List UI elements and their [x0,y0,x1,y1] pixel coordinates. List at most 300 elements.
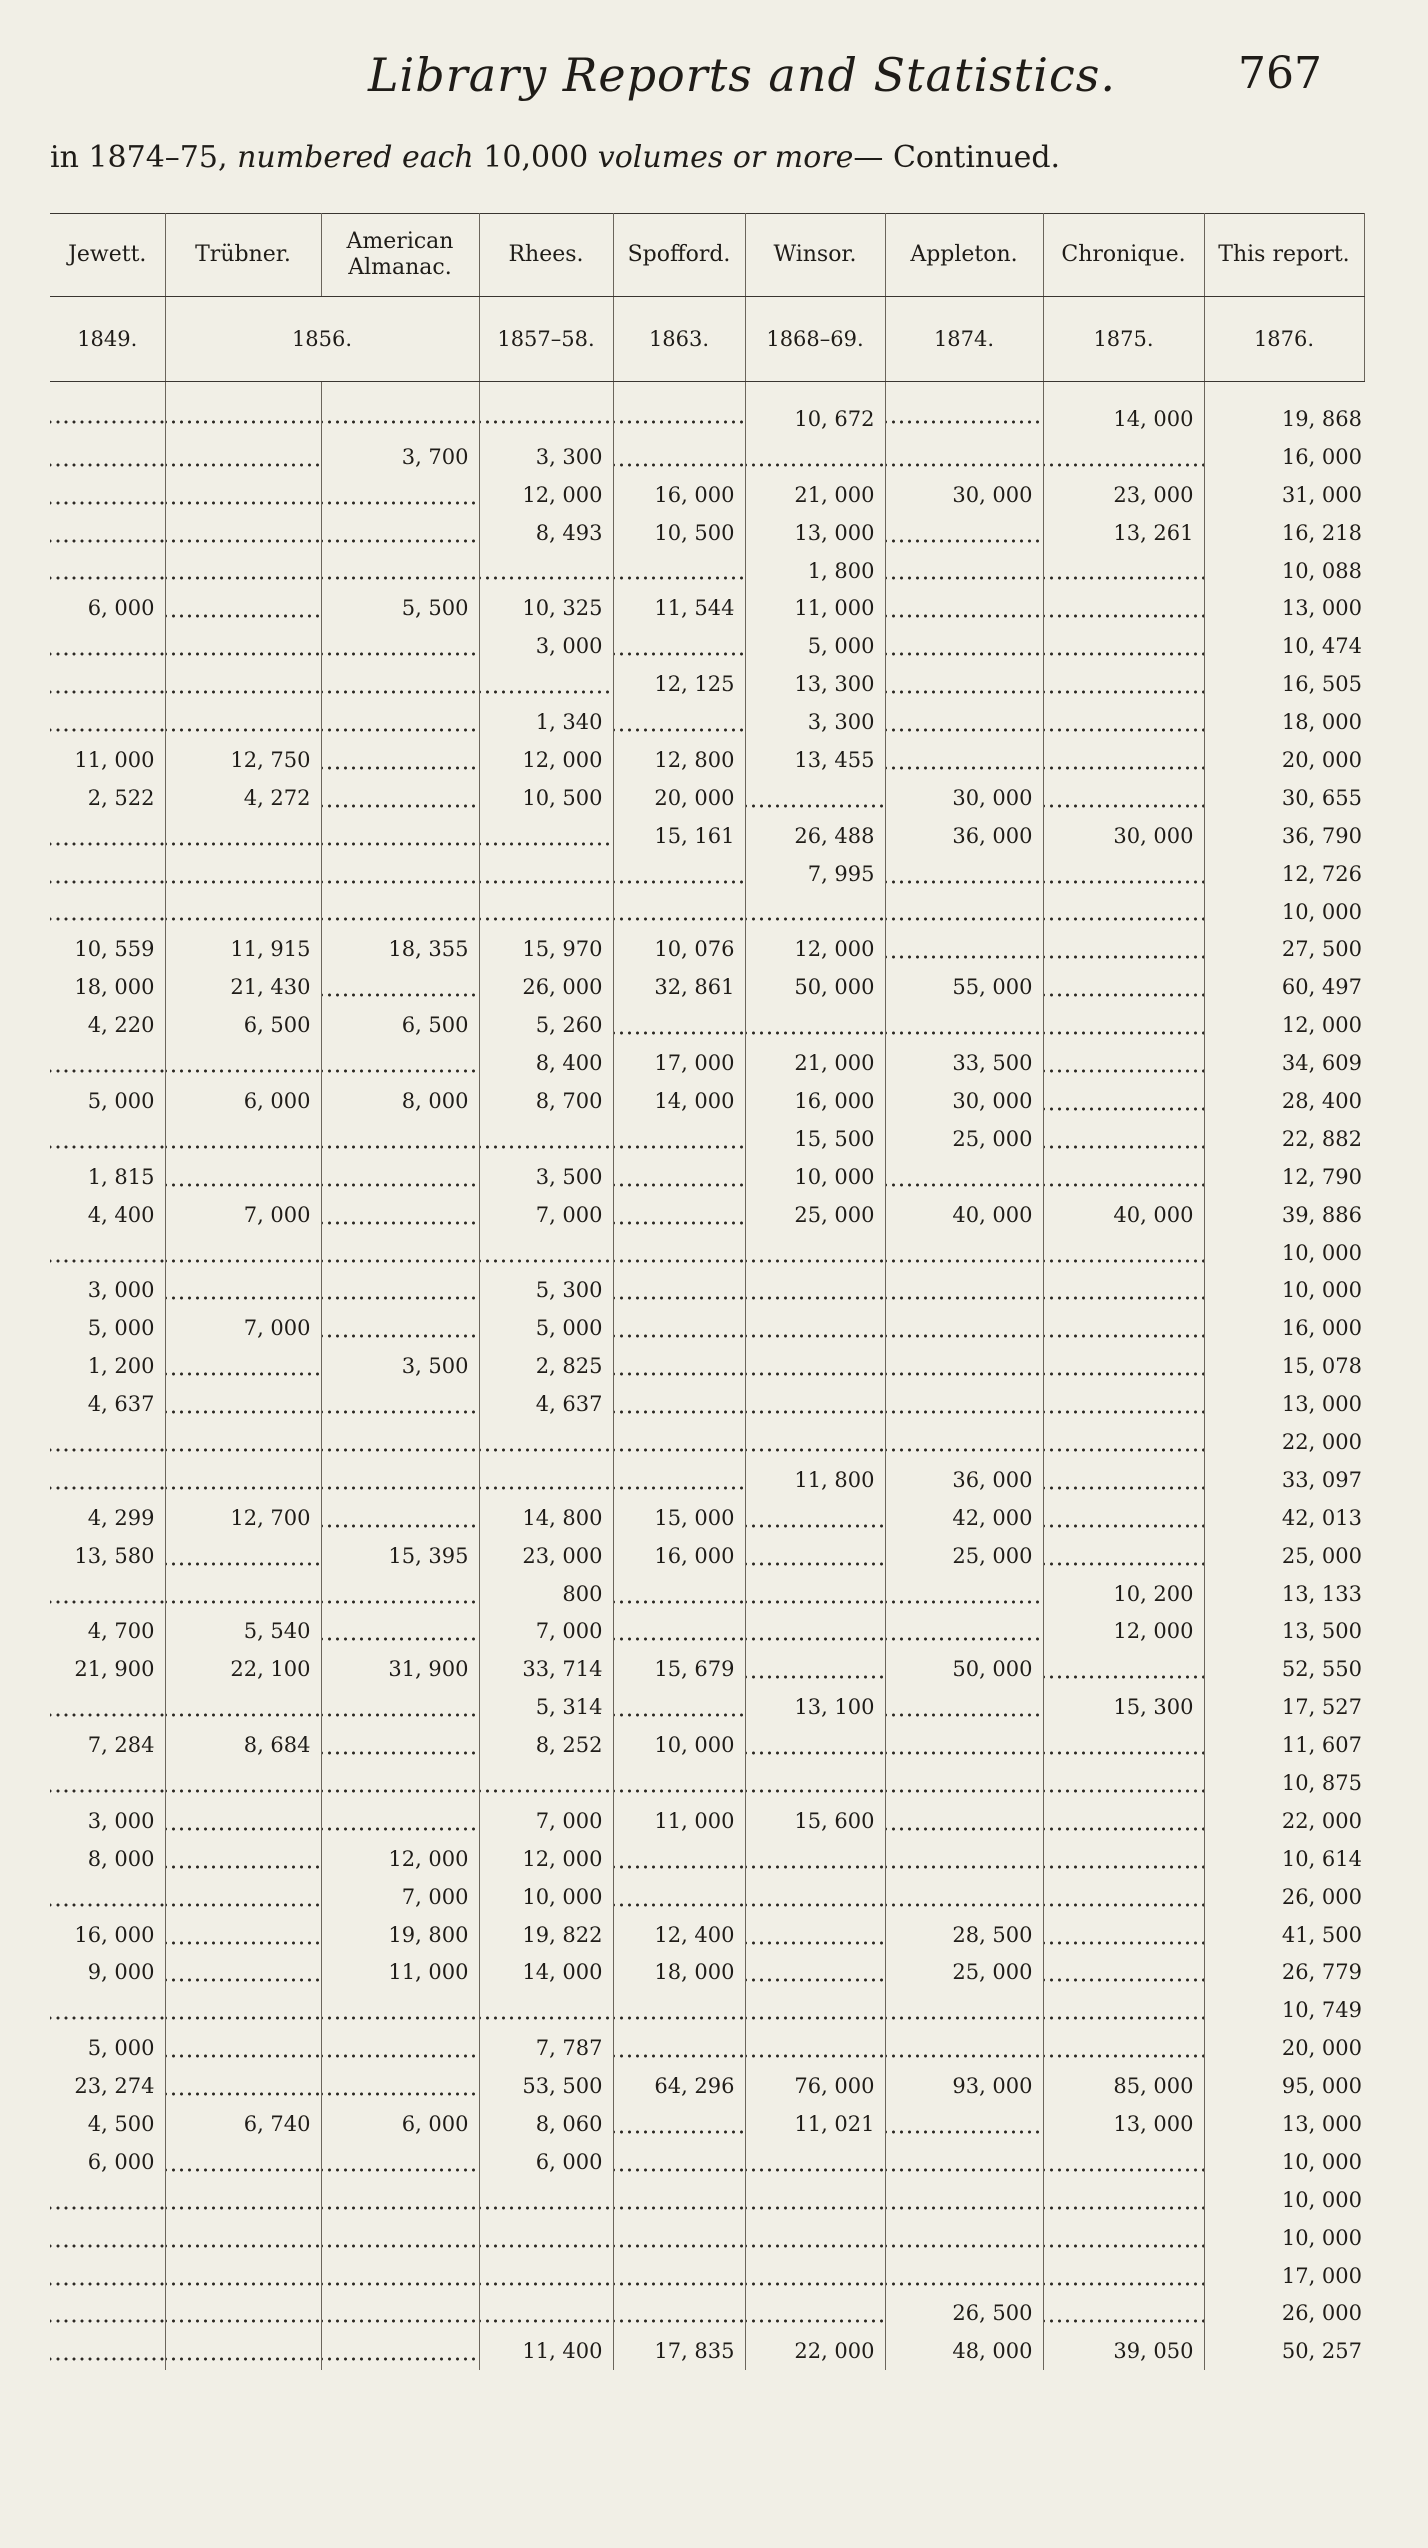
table-cell: 15, 600 [745,1802,885,1840]
empty-dotted-cell [613,855,745,893]
table-cell: 14, 000 [613,1082,745,1120]
table-row [50,514,1364,552]
table-row [50,1575,1364,1613]
year-header: 1857–58. [479,297,613,382]
empty-dotted-cell [745,1537,885,1575]
table-cell: 27, 500 [1281,937,1362,962]
empty-dotted-cell [165,2295,321,2333]
table-cell: 17, 000 [613,1044,745,1082]
empty-dotted-cell [745,438,885,476]
table-cell: 11, 915 [165,930,321,968]
empty-dotted-cell [613,1575,745,1613]
empty-dotted-cell [885,665,1043,703]
empty-dotted-cell [50,552,165,590]
table-cell: 12, 000 [745,930,885,968]
empty-dotted-cell [745,1575,885,1613]
empty-dotted-cell [613,438,745,476]
table-cell: 8, 400 [479,1044,613,1082]
empty-dotted-cell [613,1196,745,1234]
table-cell: 85, 000 [1043,2067,1204,2105]
table-row [50,1650,1364,1688]
empty-dotted-cell [885,2257,1043,2295]
empty-dotted-cell [885,589,1043,627]
table-cell: 14, 000 [479,1954,613,1992]
table-cell: 8, 000 [50,1840,165,1878]
empty-dotted-cell [50,1688,165,1726]
empty-dotted-cell [613,2295,745,2333]
empty-dotted-cell [613,1840,745,1878]
subtitle-suffix: — Continued. [853,140,1061,175]
empty-dotted-cell [1043,1954,1204,1992]
table-cell: 16, 505 [1281,672,1362,697]
table-cell: 10, 500 [479,779,613,817]
table-cell: 11, 000 [613,1802,745,1840]
empty-dotted-cell [885,2029,1043,2067]
table-row [50,968,1364,1006]
column-header: American Almanac. [321,214,479,297]
table-cell: 16, 000 [1281,444,1362,469]
empty-dotted-cell [479,2219,613,2257]
empty-dotted-cell [885,1878,1043,1916]
table-row [50,1234,1364,1272]
empty-dotted-cell [885,1271,1043,1309]
table-cell: 16, 000 [613,476,745,514]
table-cell: 21, 000 [745,1044,885,1082]
empty-dotted-cell [50,817,165,855]
empty-dotted-cell [613,2143,745,2181]
empty-dotted-cell [50,893,165,931]
empty-dotted-cell [50,382,165,438]
empty-dotted-cell [50,1044,165,1082]
table-cell: 12, 726 [1281,861,1362,886]
table-row [50,817,1364,855]
empty-dotted-cell [479,2295,613,2333]
table-row [50,1878,1364,1916]
empty-dotted-cell [321,1196,479,1234]
table-cell: 10, 672 [745,382,885,438]
empty-dotted-cell [165,2029,321,2067]
empty-dotted-cell [321,1688,479,1726]
table-row [50,2181,1364,2219]
table-cell: 13, 000 [745,514,885,552]
empty-dotted-cell [885,1802,1043,1840]
empty-dotted-cell [745,1309,885,1347]
table-cell: 1, 815 [50,1158,165,1196]
empty-dotted-cell [1043,1991,1204,2029]
table-cell: 3, 300 [745,703,885,741]
empty-dotted-cell [1043,1916,1204,1954]
table-cell: 6, 000 [479,2143,613,2181]
table-cell: 7, 000 [479,1802,613,1840]
empty-dotted-cell [1043,968,1204,1006]
empty-dotted-cell [1043,1423,1204,1461]
table-cell: 8, 252 [479,1726,613,1764]
empty-dotted-cell [885,2143,1043,2181]
empty-dotted-cell [50,627,165,665]
empty-dotted-cell [50,438,165,476]
table-cell: 11, 000 [321,1954,479,1992]
empty-dotted-cell [1043,2143,1204,2181]
table-subtitle [50,140,1060,175]
empty-dotted-cell [321,1309,479,1347]
empty-dotted-cell [321,1499,479,1537]
empty-dotted-cell [321,1234,479,1272]
empty-dotted-cell [885,1726,1043,1764]
table-cell: 1, 200 [50,1347,165,1385]
table-cell: 10, 000 [745,1158,885,1196]
table-cell: 10, 200 [1043,1575,1204,1613]
empty-dotted-cell [885,1309,1043,1347]
empty-dotted-cell [321,1575,479,1613]
table-cell: 50, 000 [885,1650,1043,1688]
table-row [50,1006,1364,1044]
table-cell: 25, 000 [745,1196,885,1234]
table-cell: 3, 000 [50,1802,165,1840]
empty-dotted-cell [321,703,479,741]
empty-dotted-cell [1043,855,1204,893]
empty-dotted-cell [165,552,321,590]
table-row [50,1158,1364,1196]
table-cell: 39, 886 [1281,1202,1362,1227]
empty-dotted-cell [50,1461,165,1499]
empty-dotted-cell [1043,779,1204,817]
table-cell: 15, 000 [613,1499,745,1537]
table-cell: 15, 679 [613,1650,745,1688]
empty-dotted-cell [479,1991,613,2029]
empty-dotted-cell [321,2029,479,2067]
empty-dotted-cell [165,1271,321,1309]
table-cell: 14, 800 [479,1499,613,1537]
table-cell: 16, 000 [50,1916,165,1954]
empty-dotted-cell [613,627,745,665]
subtitle-italic-2: volumes or more [597,140,854,175]
running-head [0,48,1428,118]
table-row [50,1802,1364,1840]
table-cell: 42, 000 [885,1499,1043,1537]
year-header-row [50,297,1364,382]
table-cell: 7, 000 [321,1878,479,1916]
table-row [50,1726,1364,1764]
table-cell: 4, 637 [479,1385,613,1423]
empty-dotted-cell [479,855,613,893]
table-cell: 15, 300 [1043,1688,1204,1726]
empty-dotted-cell [613,552,745,590]
table-cell: 30, 655 [1281,785,1362,810]
empty-dotted-cell [321,1613,479,1651]
table-cell: 11, 021 [745,2105,885,2143]
empty-dotted-cell [321,2219,479,2257]
page-title: Library Reports and Statistics. [368,48,1116,102]
table-cell: 15, 500 [745,1120,885,1158]
table-cell: 6, 740 [165,2105,321,2143]
empty-dotted-cell [321,855,479,893]
empty-dotted-cell [165,703,321,741]
subtitle-prefix: in 1874–75, [50,140,228,175]
table-cell: 6, 000 [165,1082,321,1120]
empty-dotted-cell [165,1916,321,1954]
empty-dotted-cell [885,1006,1043,1044]
empty-dotted-cell [165,1158,321,1196]
table-row [50,741,1364,779]
table-cell: 41, 500 [1281,1922,1362,1947]
table-row [50,2029,1364,2067]
table-row [50,1954,1364,1992]
empty-dotted-cell [745,1499,885,1537]
empty-dotted-cell [321,1120,479,1158]
table-row [50,476,1364,514]
empty-dotted-cell [745,1650,885,1688]
table-row [50,2067,1364,2105]
table-cell: 36, 000 [885,1461,1043,1499]
empty-dotted-cell [479,665,613,703]
empty-dotted-cell [885,1688,1043,1726]
empty-dotted-cell [1043,1044,1204,1082]
year-header: 1868–69. [745,297,885,382]
table-cell: 12, 790 [1281,1164,1362,1189]
empty-dotted-cell [479,552,613,590]
table-cell: 50, 257 [1281,2339,1362,2364]
empty-dotted-cell [321,1764,479,1802]
empty-dotted-cell [165,2219,321,2257]
empty-dotted-cell [745,1234,885,1272]
table-cell: 26, 000 [479,968,613,1006]
empty-dotted-cell [321,1991,479,2029]
empty-dotted-cell [321,1726,479,1764]
empty-dotted-cell [50,1764,165,1802]
table-cell: 15, 161 [613,817,745,855]
table-cell: 18, 000 [50,968,165,1006]
table-cell: 15, 395 [321,1537,479,1575]
table-cell: 5, 000 [50,1082,165,1120]
table-cell: 10, 000 [479,1878,613,1916]
empty-dotted-cell [165,1878,321,1916]
table-cell: 26, 000 [1281,1884,1362,1909]
empty-dotted-cell [321,476,479,514]
table-cell: 21, 430 [165,968,321,1006]
table-cell: 25, 000 [885,1120,1043,1158]
table-row [50,1385,1364,1423]
table-cell: 11, 607 [1281,1733,1362,1758]
empty-dotted-cell [321,1044,479,1082]
table-cell: 13, 300 [745,665,885,703]
empty-dotted-cell [885,627,1043,665]
table-row [50,552,1364,590]
empty-dotted-cell [885,1991,1043,2029]
empty-dotted-cell [321,1423,479,1461]
empty-dotted-cell [50,2295,165,2333]
table-cell: 6, 500 [321,1006,479,1044]
table-cell: 800 [479,1575,613,1613]
table-cell: 4, 400 [50,1196,165,1234]
empty-dotted-cell [885,1347,1043,1385]
table-cell: 11, 400 [479,2332,613,2370]
table-cell: 12, 000 [479,741,613,779]
table-row [50,1309,1364,1347]
table-cell: 22, 000 [1281,1429,1362,1454]
table-cell: 36, 000 [885,817,1043,855]
table-cell: 30, 000 [885,779,1043,817]
year-header: 1863. [613,297,745,382]
empty-dotted-cell [745,1954,885,1992]
empty-dotted-cell [165,1385,321,1423]
table-cell: 34, 609 [1281,1051,1362,1076]
empty-dotted-cell [885,893,1043,931]
table-cell: 11, 000 [745,589,885,627]
empty-dotted-cell [321,2257,479,2295]
empty-dotted-cell [165,476,321,514]
table-cell: 8, 060 [479,2105,613,2143]
empty-dotted-cell [885,2105,1043,2143]
table-cell: 16, 000 [1281,1316,1362,1341]
table-cell: 22, 882 [1281,1126,1362,1151]
empty-dotted-cell [321,2295,479,2333]
table-cell: 33, 097 [1281,1467,1362,1492]
table-cell: 18, 355 [321,930,479,968]
empty-dotted-cell [165,1954,321,1992]
empty-dotted-cell [1043,438,1204,476]
table-cell: 8, 493 [479,514,613,552]
empty-dotted-cell [1043,1347,1204,1385]
empty-dotted-cell [165,627,321,665]
empty-dotted-cell [885,1840,1043,1878]
column-header: Jewett. [50,214,165,297]
table-cell: 4, 299 [50,1499,165,1537]
table-cell: 12, 750 [165,741,321,779]
table-cell: 20, 000 [1281,747,1362,772]
table-cell: 10, 000 [1281,1240,1362,1265]
table-cell: 16, 000 [745,1082,885,1120]
table-cell: 13, 580 [50,1537,165,1575]
table-cell: 15, 078 [1281,1354,1362,1379]
table-cell: 39, 050 [1043,2332,1204,2370]
table-cell: 95, 000 [1281,2074,1362,2099]
table-cell: 3, 700 [321,438,479,476]
empty-dotted-cell [479,1120,613,1158]
table-cell: 13, 133 [1281,1581,1362,1606]
empty-dotted-cell [1043,1006,1204,1044]
empty-dotted-cell [613,1158,745,1196]
table-cell: 12, 000 [1281,1013,1362,1038]
column-header: Appleton. [885,214,1043,297]
empty-dotted-cell [321,968,479,1006]
table-cell: 13, 000 [1281,596,1362,621]
table-row [50,2105,1364,2143]
empty-dotted-cell [479,817,613,855]
table-cell: 13, 455 [745,741,885,779]
table-cell: 10, 500 [613,514,745,552]
empty-dotted-cell [321,741,479,779]
empty-dotted-cell [50,476,165,514]
empty-dotted-cell [885,1764,1043,1802]
table-cell: 7, 000 [479,1196,613,1234]
table-cell: 25, 000 [885,1954,1043,1992]
empty-dotted-cell [50,1120,165,1158]
empty-dotted-cell [1043,627,1204,665]
table-cell: 10, 000 [1281,2149,1362,2174]
subtitle-italic: numbered each [237,140,474,175]
empty-dotted-cell [1043,1840,1204,1878]
table-cell: 10, 559 [50,930,165,968]
empty-dotted-cell [613,893,745,931]
empty-dotted-cell [321,2332,479,2370]
empty-dotted-cell [165,2143,321,2181]
empty-dotted-cell [165,1347,321,1385]
table-cell: 7, 000 [165,1196,321,1234]
table-cell: 10, 749 [1281,1998,1362,2023]
empty-dotted-cell [479,893,613,931]
table-cell: 10, 000 [1281,2187,1362,2212]
table-cell: 5, 000 [50,1309,165,1347]
empty-dotted-cell [165,1120,321,1158]
table-cell: 52, 550 [1281,1657,1362,1682]
library-statistics-table [50,213,1365,2370]
table-cell: 26, 779 [1281,1960,1362,1985]
table-cell: 4, 220 [50,1006,165,1044]
empty-dotted-cell [745,1840,885,1878]
table-row [50,930,1364,968]
table-cell: 20, 000 [1281,2036,1362,2061]
table-cell: 76, 000 [745,2067,885,2105]
empty-dotted-cell [165,1802,321,1840]
table-cell: 12, 000 [321,1840,479,1878]
empty-dotted-cell [321,817,479,855]
table-row [50,855,1364,893]
table-cell: 11, 800 [745,1461,885,1499]
empty-dotted-cell [745,1916,885,1954]
table-cell: 13, 000 [1281,1392,1362,1417]
table-row [50,1613,1364,1651]
empty-dotted-cell [165,1537,321,1575]
table-cell: 10, 325 [479,589,613,627]
year-header: 1876. [1204,297,1364,382]
empty-dotted-cell [165,2181,321,2219]
empty-dotted-cell [885,1385,1043,1423]
column-header: Trübner. [165,214,321,297]
empty-dotted-cell [613,1120,745,1158]
empty-dotted-cell [745,2181,885,2219]
year-header: 1874. [885,297,1043,382]
table-cell: 31, 900 [321,1650,479,1688]
empty-dotted-cell [165,1764,321,1802]
empty-dotted-cell [885,382,1043,438]
empty-dotted-cell [885,855,1043,893]
table-cell: 1, 340 [479,703,613,741]
table-cell: 10, 614 [1281,1846,1362,1871]
empty-dotted-cell [50,1423,165,1461]
table-cell: 10, 000 [1281,2225,1362,2250]
empty-dotted-cell [321,382,479,438]
table-cell: 14, 000 [1043,382,1204,438]
empty-dotted-cell [885,514,1043,552]
table-cell: 22, 000 [745,2332,885,2370]
empty-dotted-cell [1043,1726,1204,1764]
empty-dotted-cell [1043,703,1204,741]
table-row [50,1423,1364,1461]
empty-dotted-cell [50,1575,165,1613]
empty-dotted-cell [745,779,885,817]
empty-dotted-cell [613,1423,745,1461]
empty-dotted-cell [745,1613,885,1651]
empty-dotted-cell [479,2181,613,2219]
empty-dotted-cell [613,382,745,438]
table-cell: 36, 790 [1281,823,1362,848]
table-cell: 32, 861 [613,968,745,1006]
table-cell: 93, 000 [885,2067,1043,2105]
table-cell: 5, 000 [745,627,885,665]
table-cell: 11, 544 [613,589,745,627]
table-row [50,589,1364,627]
table-cell: 21, 000 [745,476,885,514]
